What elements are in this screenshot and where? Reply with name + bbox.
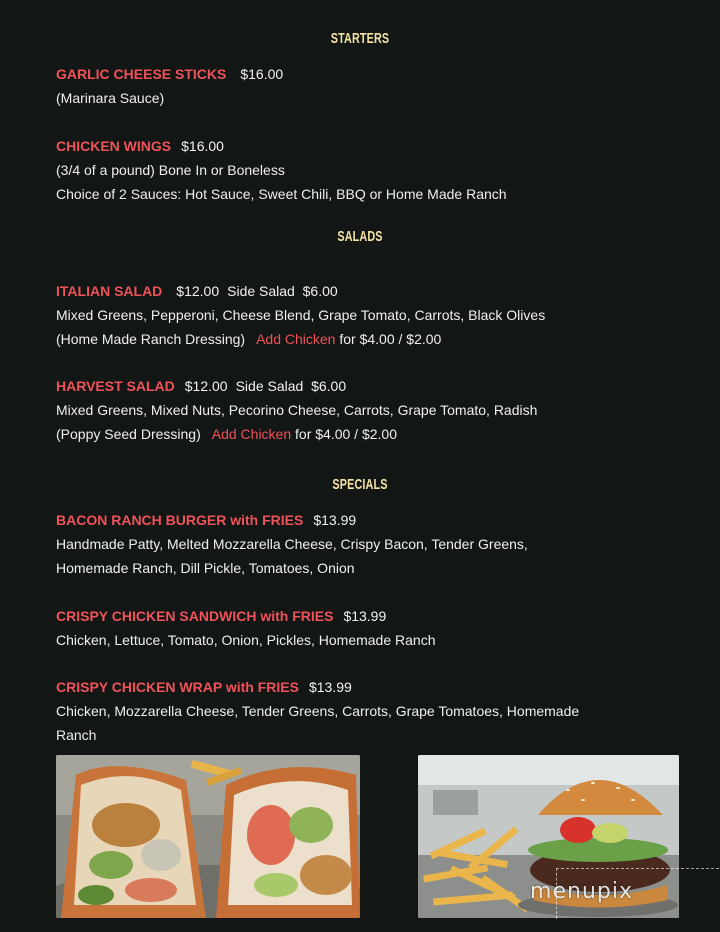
item-price: $16.00 (181, 138, 224, 154)
chicken-wrap-illustration (56, 755, 360, 918)
item-description: Chicken, Mozzarella Cheese, Tender Greens, Carrots, Grape Tomatoes, Homemade (56, 703, 580, 719)
item-price: $12.00 (184, 378, 228, 394)
chicken-wrap-photo (56, 755, 360, 918)
menu-item-chicken-wings (56, 134, 656, 206)
menu-item-crispy-chicken-wrap (56, 675, 656, 747)
item-description: Chicken, Lettuce, Tomato, Onion, Pickles, Homemade Ranch (56, 632, 436, 648)
item-price: $13.99 (313, 512, 357, 528)
item-description: Mixed Greens, Mixed Nuts, Pecorino Cheese, Carrots, Grape Tomato, Radish (56, 402, 538, 418)
side-salad-price: Side Salad $6.00 (235, 378, 347, 394)
item-price: $13.99 (343, 608, 387, 624)
menu-item-crispy-chicken-sandwich (56, 604, 656, 652)
item-description: Ranch (56, 727, 97, 743)
dressing-note: (Home Made Ranch Dressing) (56, 331, 246, 347)
item-name: ITALIAN SALAD (56, 283, 163, 299)
item-description: Choice of 2 Sauces: Hot Sauce, Sweet Chili, BBQ or Home Made Ranch (56, 186, 507, 202)
menu-item-garlic-cheese-sticks (56, 62, 656, 110)
item-name: CHICKEN WINGS (56, 138, 172, 154)
side-salad-price: Side Salad $6.00 (227, 283, 338, 299)
watermark-frame (556, 868, 719, 919)
add-chicken-price: for $4.00 / $2.00 (295, 426, 397, 442)
item-description: (Marinara Sauce) (56, 90, 165, 106)
item-name: BACON RANCH BURGER with FRIES (56, 512, 304, 528)
section-title-specials: SPECIALS (332, 476, 388, 493)
item-description: Mixed Greens, Pepperoni, Cheese Blend, Grape Tomato, Carrots, Black Olives (56, 307, 546, 323)
item-name: HARVEST SALAD (56, 378, 175, 394)
menupix-watermark: menupix (530, 879, 633, 904)
item-price: $12.00 (176, 283, 220, 299)
item-name: GARLIC CHEESE STICKS (56, 66, 227, 82)
item-description: Homemade Ranch, Dill Pickle, Tomatoes, Onion (56, 560, 355, 576)
menu-item-italian-salad (56, 279, 656, 351)
item-name: CRISPY CHICKEN WRAP with FRIES (56, 679, 299, 695)
section-title-salads: SALADS (337, 228, 383, 245)
menu-item-bacon-ranch-burger (56, 508, 656, 580)
item-name: CRISPY CHICKEN SANDWICH with FRIES (56, 608, 334, 624)
menu-item-harvest-salad (56, 374, 656, 446)
item-description: Handmade Patty, Melted Mozzarella Cheese, Crispy Bacon, Tender Greens, (56, 536, 528, 552)
item-price: $13.99 (308, 679, 352, 695)
add-chicken-option: Add Chicken (256, 331, 336, 347)
item-price: $16.00 (240, 66, 284, 82)
item-description: (3/4 of a pound) Bone In or Boneless (56, 162, 285, 178)
add-chicken-price: for $4.00 / $2.00 (339, 331, 442, 347)
add-chicken-option: Add Chicken (211, 426, 292, 442)
dressing-note: (Poppy Seed Dressing) (56, 426, 201, 442)
section-title-starters: STARTERS (330, 30, 390, 47)
